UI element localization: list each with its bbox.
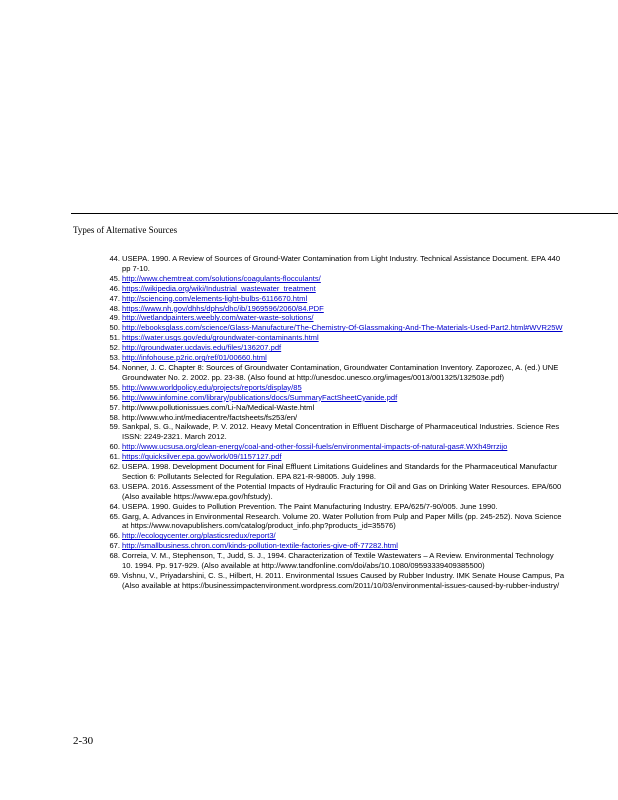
- reference-body: [122, 353, 618, 363]
- reference-text: Garg, A. Advances in Environmental Research. Volume 20. Water Pollution from Pulp and Paper Mills (pp. 245-252). Nova Science: [122, 511, 562, 521]
- reference-item: [100, 462, 618, 482]
- reference-body: [122, 333, 618, 343]
- reference-text: Nonner, J. C. Chapter 8: Sources of Groundwater Contamination, Groundwater Contamination Inventory. Zaporozec, A. (ed.) UNE: [122, 362, 559, 372]
- reference-text: (Also available at https://businessimpactenvironment.wordpress.com/2011/10/03/environmental-issues-caused-by-rubber-industry/: [122, 580, 560, 590]
- reference-number: 69.: [109, 571, 120, 580]
- reference-text: USEPA. 1990. A Review of Sources of Ground-Water Contamination from Light Industry. Technical Assistance Document. EPA 440: [122, 254, 561, 263]
- reference-body: [122, 403, 618, 413]
- reference-number: 63.: [109, 481, 120, 491]
- reference-link[interactable]: http://ebooksglass.com/science/Glass-Manufacture/The-Chemistry-Of-Glassmaking-And-The-Materials-Used-Part2.html#WVR25W: [122, 323, 563, 333]
- reference-link[interactable]: http://smallbusiness.chron.com/kinds-pollution-textile-factories-give-off-77282.html: [122, 541, 398, 551]
- reference-body: [122, 462, 618, 482]
- reference-number: 48.: [109, 303, 120, 313]
- reference-number: 64.: [109, 501, 120, 511]
- reference-body: [122, 284, 618, 294]
- reference-body: [122, 383, 618, 393]
- reference-body: [122, 422, 618, 442]
- reference-body: [122, 254, 618, 274]
- reference-link[interactable]: http://www.ucsusa.org/clean-energy/coal-and-other-fossil-fuels/environmental-impacts-of-natural-gas#.WXh49rrzijo: [122, 442, 508, 452]
- reference-item: [100, 393, 618, 403]
- reference-number: 55.: [109, 382, 120, 392]
- reference-item: [100, 284, 618, 294]
- reference-item: [100, 383, 618, 393]
- reference-link[interactable]: https://wikipedia.org/wiki/Industrial_wastewater_treatment: [122, 283, 316, 293]
- reference-number: 52.: [109, 343, 120, 353]
- reference-body: [122, 541, 618, 551]
- reference-item: [100, 274, 618, 284]
- reference-number: 45.: [109, 273, 120, 283]
- reference-body: [122, 571, 618, 591]
- reference-item: [100, 333, 618, 343]
- reference-text: Section 6: Pollutants Selected for Regulation. EPA 821-R-98005. July 1998.: [122, 471, 376, 481]
- reference-item: [100, 442, 618, 452]
- reference-text: http://www.pollutionissues.com/Li-Na/Medical-Waste.html: [122, 402, 315, 412]
- reference-number: 51.: [109, 333, 120, 343]
- reference-item: [100, 254, 618, 274]
- reference-text: pp 7-10.: [122, 263, 150, 273]
- reference-link[interactable]: https://water.usgs.gov/edu/groundwater-contaminants.html: [122, 333, 319, 343]
- reference-number: 46.: [109, 283, 120, 293]
- reference-body: [122, 393, 618, 403]
- reference-text: Correia, V. M., Stephenson, T., Judd, S. J., 1994. Characterization of Textile Wastewaters – A Review. Environmental Technology: [122, 551, 554, 561]
- reference-item: [100, 422, 618, 442]
- reference-number: 65.: [109, 511, 120, 521]
- reference-link[interactable]: http://www.chemtreat.com/solutions/coagulants-flocculants/: [122, 273, 321, 283]
- reference-body: [122, 551, 618, 571]
- reference-link[interactable]: http://groundwater.ucdavis.edu/files/136207.pdf: [122, 343, 282, 353]
- reference-number: 49.: [109, 313, 120, 323]
- reference-text: Groundwater No. 2. 2002. pp. 23-38. (Also found at http://unesdoc.unesco.org/images/0013/001325/132503e.pdf): [122, 372, 505, 382]
- reference-item: [100, 551, 618, 571]
- reference-text: at https://www.novapublishers.com/catalog/product_info.php?products_id=35576): [122, 521, 396, 531]
- reference-body: [122, 531, 618, 541]
- reference-number: 44.: [109, 254, 120, 263]
- reference-text: USEPA. 1998. Development Document for Final Effluent Limitations Guidelines and Standards for the Pharmaceutical Manufactur: [122, 462, 558, 472]
- reference-body: [122, 502, 618, 512]
- reference-item: [100, 343, 618, 353]
- reference-item: [100, 452, 618, 462]
- reference-number: 67.: [109, 541, 120, 551]
- reference-text: USEPA. 2016. Assessment of the Potential Impacts of Hydraulic Fracturing for Oil and Gas on Drinking Water Resources. EPA/600: [122, 481, 562, 491]
- reference-number: 59.: [109, 422, 120, 432]
- reference-number: 68.: [109, 551, 120, 561]
- header-rule: [71, 213, 618, 214]
- reference-link[interactable]: http://www.infomine.com/library/publications/docs/SummaryFactSheetCyanide.pdf: [122, 392, 398, 402]
- reference-number: 58.: [109, 412, 120, 422]
- reference-item: [100, 353, 618, 363]
- reference-item: [100, 323, 618, 333]
- reference-text: Vishnu, V., Priyadarshini, C. S., Hilbert, H. 2011. Environmental Issues Caused by Rubber Industry. IMK Senate House Campus, Pa: [122, 571, 565, 580]
- reference-body: [122, 343, 618, 353]
- reference-list: [100, 254, 618, 591]
- reference-item: [100, 304, 618, 314]
- reference-body: [122, 313, 618, 323]
- reference-body: [122, 294, 618, 304]
- reference-number: 57.: [109, 402, 120, 412]
- reference-body: [122, 304, 618, 314]
- reference-number: 66.: [109, 531, 120, 541]
- reference-text: http://www.who.int/mediacentre/factsheets/fs253/en/: [122, 412, 298, 422]
- reference-item: [100, 413, 618, 423]
- reference-text: USEPA. 1990. Guides to Pollution Prevention. The Paint Manufacturing Industry. EPA/625/7-90/005. June 1990.: [122, 501, 498, 511]
- reference-item: [100, 571, 618, 591]
- reference-number: 56.: [109, 392, 120, 402]
- reference-body: [122, 363, 618, 383]
- reference-link[interactable]: http://www.worldpolicy.edu/projects/reports/display/85: [122, 382, 302, 392]
- reference-body: [122, 323, 618, 333]
- reference-text: ISSN: 2249-2321. March 2012.: [122, 432, 227, 442]
- reference-link[interactable]: http://infohouse.p2ric.org/ref/01/00660.html: [122, 353, 267, 363]
- reference-number: 53.: [109, 353, 120, 363]
- reference-number: 47.: [109, 293, 120, 303]
- reference-number: 54.: [109, 362, 120, 372]
- reference-item: [100, 482, 618, 502]
- reference-item: [100, 294, 618, 304]
- reference-body: [122, 413, 618, 423]
- reference-link[interactable]: http://wetlandpainters.weebly.com/water-waste-solutions/: [122, 313, 314, 323]
- reference-text: 10. 1994. Pp. 917-929. (Also available at http://www.tandfonline.com/doi/abs/10.1080/09593339409385500): [122, 561, 485, 571]
- reference-link[interactable]: http://sciencing.com/elements-light-bulbs-6116670.html: [122, 293, 308, 303]
- reference-body: [122, 482, 618, 502]
- reference-item: [100, 313, 618, 323]
- reference-link[interactable]: https://www.nh.gov/dhhs/dphs/dhc/ib/1969596/2060/84.PDF: [122, 303, 324, 313]
- reference-body: [122, 442, 618, 452]
- reference-number: 50.: [109, 323, 120, 333]
- reference-item: [100, 512, 618, 532]
- reference-number: 60.: [109, 442, 120, 452]
- page-number: 2-30: [73, 735, 94, 747]
- reference-number: 62.: [109, 462, 120, 472]
- reference-text: (Also available https://www.epa.gov/hfstudy).: [122, 491, 273, 501]
- reference-link[interactable]: http://ecologycenter.org/plasticsredux/report3/: [122, 531, 276, 541]
- reference-item: [100, 363, 618, 383]
- reference-text: Sankpal, S. G., Naikwade, P. V. 2012. Heavy Metal Concentration in Effluent Discharge of Pharmaceutical Industries. Science Res: [122, 422, 560, 432]
- reference-item: [100, 403, 618, 413]
- reference-number: 61.: [109, 452, 120, 462]
- reference-body: [122, 512, 618, 532]
- reference-item: [100, 531, 618, 541]
- reference-link[interactable]: https://quicksilver.epa.gov/work/09/1157127.pdf: [122, 452, 282, 462]
- section-header: Types of Alternative Sources: [73, 225, 178, 235]
- reference-body: [122, 274, 618, 284]
- reference-body: [122, 452, 618, 462]
- reference-item: [100, 541, 618, 551]
- reference-item: [100, 502, 618, 512]
